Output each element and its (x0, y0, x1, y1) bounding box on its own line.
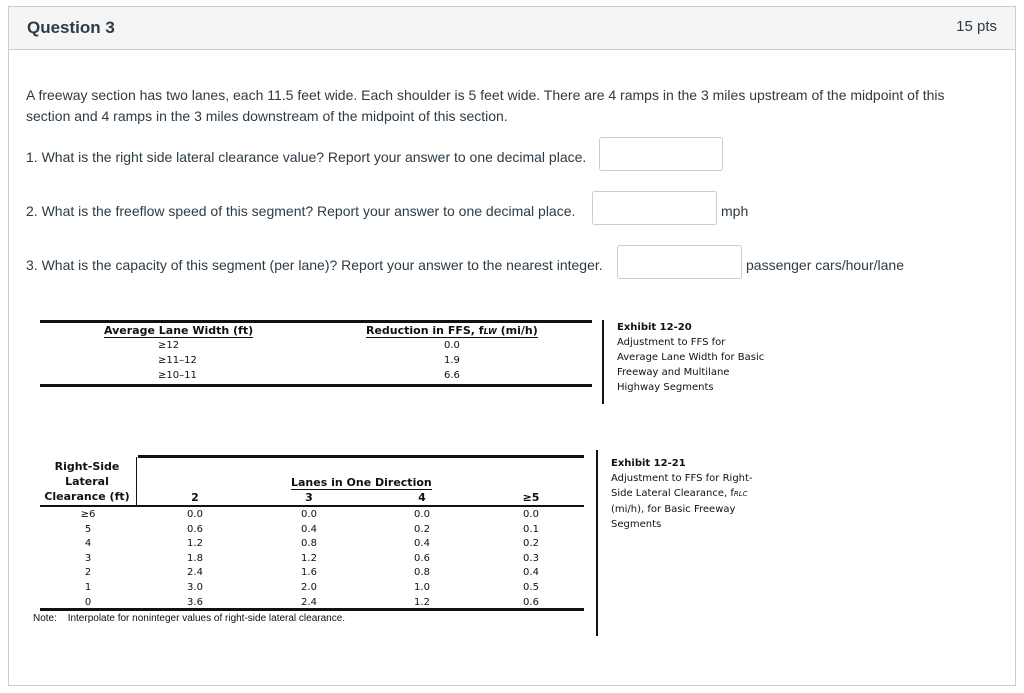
part-3-prompt: 3. What is the capacity of this segment (per lane)? Report your answer to the nearest integer. (26, 257, 603, 273)
part-2-unit: mph (721, 203, 749, 219)
ex21-caption-line-2: Side Lateral Clearance, fRLC (611, 488, 748, 499)
ex21-clearance-header: Right-Side Lateral Clearance (ft) (44, 460, 130, 503)
ex21-header-divider (136, 457, 137, 505)
ex21-caption-title: Exhibit 12-21 (611, 458, 686, 469)
ex20-caption-title: Exhibit 12-20 (617, 322, 692, 333)
ex21-row-value: 2.4 (301, 596, 317, 608)
ex21-row-value: 2.0 (301, 582, 317, 593)
ex21-note-label: Note: (33, 613, 57, 624)
ex21-note-text: Interpolate for noninteger values of right-side lateral clearance. (67, 613, 346, 624)
ex21-row-value: 0.8 (301, 538, 317, 550)
ex21-row-clearance: 1 (84, 582, 92, 593)
ex21-row-value: 0.1 (523, 523, 539, 535)
ex21-row-value: 0.0 (301, 509, 317, 520)
ex21-lane-5plus: ≥5 (522, 491, 540, 504)
ex20-caption-line-4: Highway Segments (617, 382, 714, 393)
answer-input-2[interactable] (592, 191, 717, 225)
ex20-col1-header: Average Lane Width (ft) (104, 324, 254, 337)
ex20-bottom-rule (40, 384, 592, 387)
question-header (9, 7, 1015, 50)
ex21-row-clearance: 5 (84, 523, 92, 535)
ex21-row-value: 0.5 (523, 582, 539, 593)
ex21-row-value: 0.2 (523, 538, 539, 550)
ex21-row-clearance: 4 (84, 538, 92, 550)
ex21-caption (611, 456, 753, 532)
question-points: 15 pts (956, 18, 997, 35)
ex20-row-1-width: ≥12 (158, 340, 180, 351)
ex20-caption-line-2: Average Lane Width for Basic (617, 352, 765, 363)
ex20-col2-subscript: LW (483, 327, 497, 336)
ex21-row-value: 1.0 (414, 582, 430, 593)
ex21-row-value: 0.4 (414, 538, 430, 550)
ex20-row-2-reduction: 1.9 (444, 355, 460, 366)
ex21-caption-divider (596, 450, 598, 636)
intro-line-1: A freeway section has two lanes, each 11.5 feet wide. Each shoulder is 5 feet wide. There are 4 ramps in the 3 miles upstream of the midpoint of this (26, 87, 945, 103)
intro-line-2: section and 4 ramps in the 3 miles downstream of the midpoint of this section. (26, 108, 508, 124)
ex21-row-value: 0.6 (187, 523, 203, 535)
question-intro (26, 85, 1006, 127)
part-3-unit: passenger cars/hour/lane (746, 257, 904, 273)
ex21-lane-4: 4 (418, 491, 426, 504)
ex21-row-value: 1.2 (414, 596, 430, 608)
ex21-lane-2: 2 (191, 491, 199, 504)
ex21-row-value: 0.0 (414, 509, 430, 520)
ex20-top-rule (40, 320, 592, 323)
ex21-row-value: 1.8 (187, 552, 203, 564)
ex21-row-clearance: ≥6 (80, 509, 96, 520)
ex20-caption-line-3: Freeway and Multilane (617, 367, 730, 378)
ex21-row-value: 3.0 (187, 582, 203, 593)
ex21-row-value: 0.0 (523, 509, 539, 520)
ex20-row-2-width: ≥11–12 (158, 355, 197, 366)
ex21-bottom-rule (40, 608, 584, 611)
ex21-row-value: 0.4 (523, 567, 539, 579)
answer-input-3[interactable] (617, 245, 742, 279)
ex20-row-1-reduction: 0.0 (444, 340, 460, 351)
ex21-row-value: 1.6 (301, 567, 317, 579)
ex21-row-value: 0.3 (523, 552, 539, 564)
question-title: Question 3 (27, 18, 115, 37)
ex21-header-rule (40, 505, 584, 507)
ex20-caption-divider (602, 320, 604, 404)
ex21-row-value: 1.2 (187, 538, 203, 550)
ex21-row-clearance: 3 (84, 552, 92, 564)
ex21-lane-3: 3 (305, 491, 313, 504)
ex21-row-value: 0.0 (187, 509, 203, 520)
ex21-note (33, 613, 345, 624)
ex21-caption-line-3: (mi/h), for Basic Freeway (611, 504, 736, 515)
ex21-top-rule (138, 455, 584, 458)
ex20-row-3-width: ≥10–11 (158, 370, 197, 381)
ex21-row-value: 0.6 (523, 596, 539, 608)
ex21-row-value: 2.4 (187, 567, 203, 579)
ex21-row-value: 0.6 (414, 552, 430, 564)
ex21-row-value: 0.8 (414, 567, 430, 579)
ex21-caption-line-1: Adjustment to FFS for Right- (611, 473, 753, 484)
ex21-caption-subscript: RLC (733, 490, 748, 498)
ex20-caption-line-1: Adjustment to FFS for (617, 337, 726, 348)
ex20-caption (617, 320, 764, 395)
ex21-row-value: 0.2 (414, 523, 430, 535)
ex21-row-clearance: 2 (84, 567, 92, 579)
ex21-row-clearance: 0 (84, 596, 92, 608)
ex21-group-header: Lanes in One Direction (291, 476, 432, 489)
ex21-row-value: 0.4 (301, 523, 317, 535)
ex21-caption-line-4: Segments (611, 519, 662, 530)
ex20-col2-header: Reduction in FFS, fLW (mi/h) (366, 324, 538, 337)
ex20-row-3-reduction: 6.6 (444, 370, 460, 381)
answer-input-1[interactable] (599, 137, 723, 171)
ex21-row-value: 1.2 (301, 552, 317, 564)
part-2-prompt: 2. What is the freeflow speed of this segment? Report your answer to one decimal place. (26, 203, 576, 219)
part-1-prompt: 1. What is the right side lateral clearance value? Report your answer to one decimal place. (26, 149, 587, 165)
ex21-row-value: 3.6 (187, 596, 203, 608)
